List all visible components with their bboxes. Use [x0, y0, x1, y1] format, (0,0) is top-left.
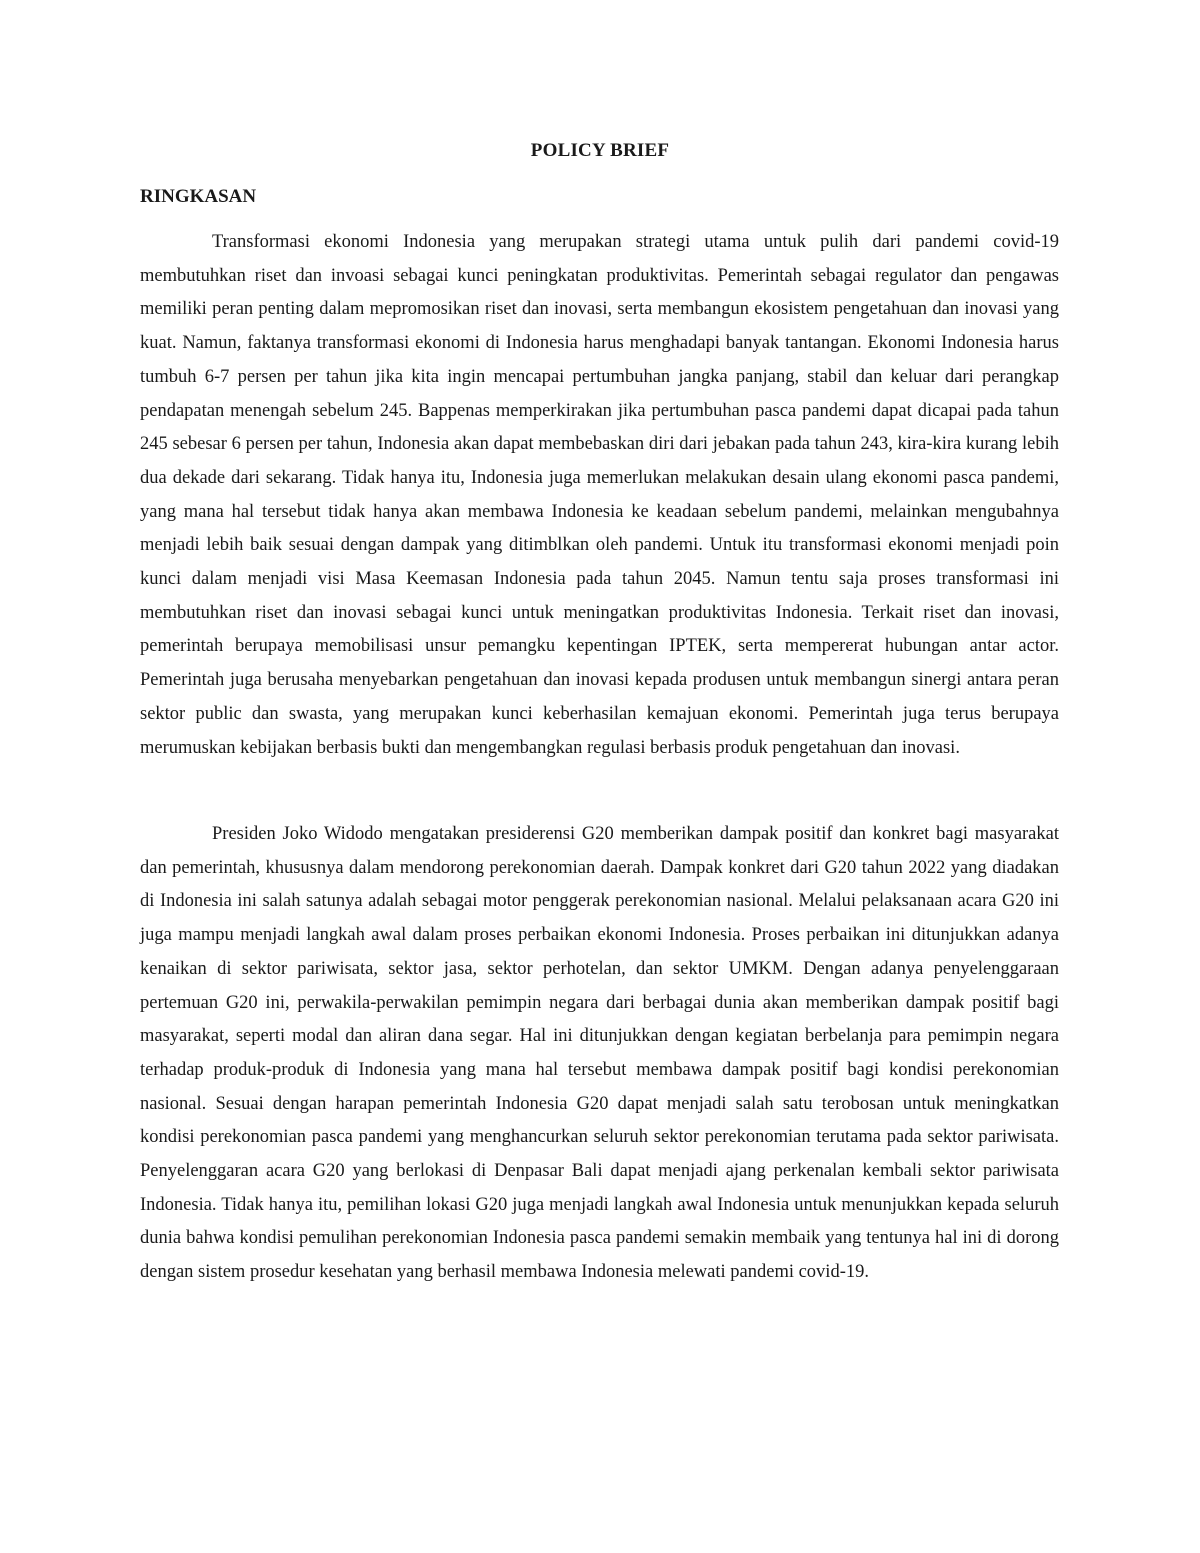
section-heading-ringkasan: RINGKASAN	[140, 186, 257, 207]
paragraph-2: Presiden Joko Widodo mengatakan presiderensi G20 memberikan dampak positif dan konkret bagi masyarakat dan pemerintah, khususnya dalam mendorong perekonomian daerah. Dampak konkret dari G20 tahun 2022 yang diadakan di Indonesia ini salah satunya adalah sebagai motor penggerak perekonomian nasional. Melalui pelaksanaan acara G20 ini juga mampu menjadi langkah awal dalam proses perbaikan ekonomi Indonesia. Proses perbaikan ini ditunjukkan adanya kenaikan di sektor pariwisata, sektor jasa, sektor perhotelan, dan sektor UMKM. Dengan adanya penyelenggaraan pertemuan G20 ini, perwakila-perwakilan pemimpin negara dari berbagai dunia akan memberikan dampak positif bagi masyarakat, seperti modal dan aliran dana segar. Hal ini ditunjukkan dengan kegiatan berbelanja para pemimpin negara terhadap produk-produk di Indonesia yang mana hal tersebut membawa dampak positif bagi kondisi perekonomian nasional. Sesuai dengan harapan pemerintah Indonesia G20 dapat menjadi salah satu terobosan untuk meningkatkan kondisi perekonomian pasca pandemi yang menghancurkan seluruh sektor perekonomian terutama pada sektor pariwisata. Penyelenggaran acara G20 yang berlokasi di Denpasar Bali dapat menjadi ajang perkenalan kembali sektor pariwisata Indonesia. Tidak hanya itu, pemilihan lokasi G20 juga menjadi langkah awal Indonesia untuk menunjukkan kepada seluruh dunia bahwa kondisi pemulihan perekonomian Indonesia pasca pandemi semakin membaik yang tentunya hal ini di dorong dengan sistem prosedur kesehatan yang berhasil membawa Indonesia melewati pandemi covid-19.	[140, 824, 1059, 1283]
document-title: POLICY BRIEF	[530, 140, 670, 161]
paragraph-1: Transformasi ekonomi Indonesia yang merupakan strategi utama untuk pulih dari pandemi covid-19 membutuhkan riset dan invoasi sebagai kunci peningkatan produktivitas. Pemerintah sebagai regulator dan pengawas memiliki peran penting dalam mepromosikan riset dan inovasi, serta membangun ekosistem pengetahuan dan inovasi yang kuat. Namun, faktanya transformasi ekonomi di Indonesia harus menghadapi banyak tantangan. Ekonomi Indonesia harus tumbuh 6-7 persen per tahun jika kita ingin mencapai pertumbuhan jangka panjang, stabil dan keluar dari perangkap pendapatan menengah sebelum 245. Bappenas memperkirakan jika pertumbuhan pasca pandemi dapat dicapai pada tahun 245 sebesar 6 persen per tahun, Indonesia akan dapat membebaskan diri dari jebakan pada tahun 243, kira-kira kurang lebih dua dekade dari sekarang. Tidak hanya itu, Indonesia juga memerlukan melakukan desain ulang ekonomi pasca pandemi, yang mana hal tersebut tidak hanya akan membawa Indonesia ke keadaan sebelum pandemi, melainkan mengubahnya menjadi lebih baik sesuai dengan dampak yang ditimblkan oleh pandemi. Untuk itu transformasi ekonomi menjadi poin kunci dalam menjadi visi Masa Keemasan Indonesia pada tahun 2045. Namun tentu saja proses transformasi ini membutuhkan riset dan inovasi sebagai kunci untuk meningatkan produktivitas Indonesia. Terkait riset dan inovasi, pemerintah berupaya memobilisasi unsur pemangku kepentingan IPTEK, serta mempererat hubungan antar actor. Pemerintah juga berusaha menyebarkan pengetahuan dan inovasi kepada produsen untuk membangun sinergi antara peran sektor public dan swasta, yang merupakan kunci keberhasilan kemajuan ekonomi. Pemerintah juga terus berupaya merumuskan kebijakan berbasis bukti dan mengembangkan regulasi berbasis produk pengetahuan dan inovasi.	[140, 232, 1059, 758]
